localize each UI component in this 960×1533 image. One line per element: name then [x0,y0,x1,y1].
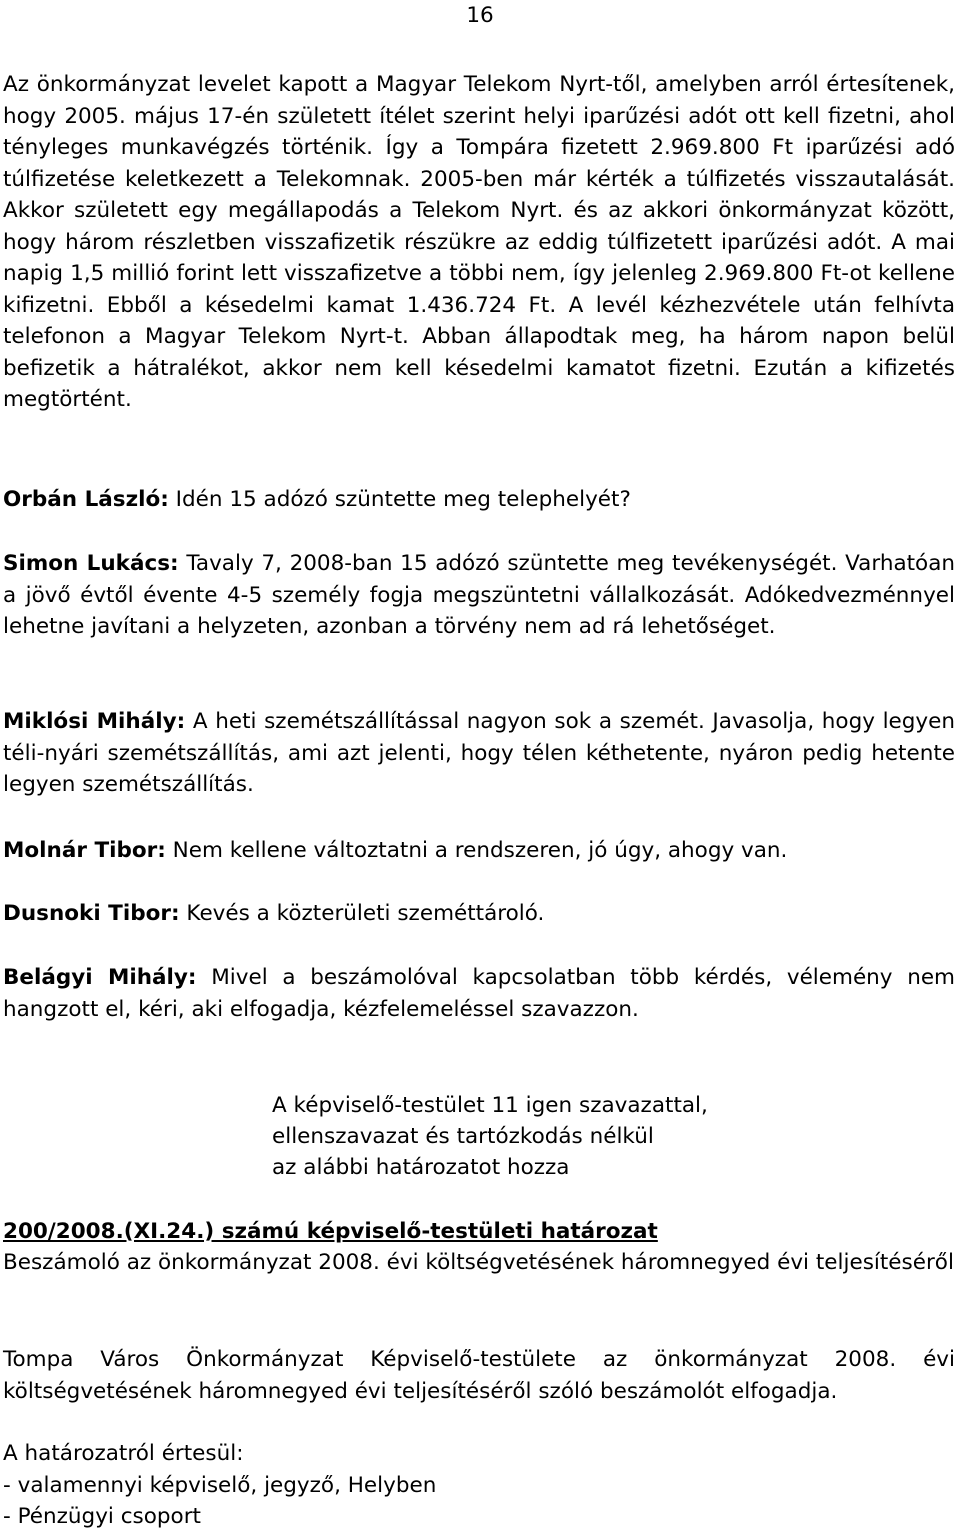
statement-dusnoki [3,898,955,930]
statement-text: Kevés a közterületi szeméttároló. [179,901,545,926]
speaker-name: Dusnoki Tibor: [3,901,180,926]
resolution-body: Tompa Város Önkormányzat Képviselő-testülete az önkormányzat 2008. évi költségvetésének háromnegyed évi teljesítéséről szóló beszámolót elfogadja. [3,1347,955,1404]
statement-molnar [3,835,955,867]
resolution-title [3,1216,955,1248]
statement-text: A heti szemétszállítással nagyon sok a szemét. Javasolja, hogy legyen téli-nyári szemétszállítás, ami azt jelenti, hogy télen kéthetente, nyáron pedig hetente legyen szemétszállítás. [3,709,956,797]
notify-list-item: - Pénzügyi csoport [3,1504,201,1529]
statement-miklosi [3,706,955,801]
speaker-name: Molnár Tibor: [3,838,166,863]
resolution-title-text: 200/2008.(XI.24.) számú képviselő-testületi határozat [3,1219,658,1244]
resolution-subject: Beszámoló az önkormányzat 2008. évi költségvetésének háromnegyed évi teljesítéséről [3,1250,954,1275]
intro-paragraph: Az önkormányzat levelet kapott a Magyar Telekom Nyrt-től, amelyben arról értesítenek, hogy 2005. május 17-én született ítélet szerint helyi iparűzési adót ott kell fizetni, ahol tényleges munkavégzés történik. Így a Tompára fizetett 2.969.800 Ft iparűzési adó túlfizetése keletkezett a Telekomnak. 2005-ben már kérték a túlfizetés visszautalását. Akkor született egy megállapodás a Telekom Nyrt. és az akkori önkormányzat között, hogy három részletben visszafizetik részükre az eddig túlfizetett iparűzési adót. A mai napig 1,5 millió forint lett visszafizetve a többi nem, így jelenleg 2.969.800 Ft-ot kellene kifizetni. Ebből a késedelmi kamat 1.436.724 Ft. A levél kézhezvétele után felhívta telefonon a Magyar Telekom Nyrt-t. Abban állapodtak meg, ha három napon belül befizetik a hátralékot, akkor nem kell késedelmi kamatot fizetni. Ezután a kifizetés megtörtént. [3,72,955,412]
speaker-name: Belágyi Mihály: [3,965,197,990]
vote-line: A képviselő-testület 11 igen szavazattal, [272,1093,708,1118]
statement-orban [3,484,955,516]
speaker-name: Miklósi Mihály: [3,709,186,734]
statement-text: Mivel a beszámolóval kapcsolatban több kérdés, vélemény nem hangzott el, kéri, aki elfogadja, kézfelemeléssel szavazzon. [3,965,956,1022]
vote-line: az alábbi határozatot hozza [272,1155,570,1180]
notify-list-item: - valamennyi képviselő, jegyző, Helyben [3,1472,437,1498]
vote-result [272,1090,872,1183]
page-number: 16 [466,3,494,28]
vote-line: ellenszavazat és tartózkodás nélkül [272,1124,654,1149]
speaker-name: Simon Lukács: [3,551,179,576]
statement-simon [3,548,955,643]
speaker-name: Orbán László: [3,487,169,512]
statement-text: Nem kellene változtatni a rendszeren, jó úgy, ahogy van. [165,838,788,863]
notify-label: A határozatról értesül: [3,1441,244,1466]
statement-text: Idén 15 adózó szüntette meg telephelyét? [168,487,631,512]
statement-belagyi [3,962,955,1025]
statement-text: Tavaly 7, 2008-ban 15 adózó szüntette meg tevékenységét. Varhatóan a jövő évtől évente 4-5 személy fogja megszüntetni vállalkozását. Adókedvezménnyel lehetne javítani a helyzeten, azonban a törvény nem ad rá lehetőséget. [3,551,955,639]
notify-section [3,1438,955,1533]
